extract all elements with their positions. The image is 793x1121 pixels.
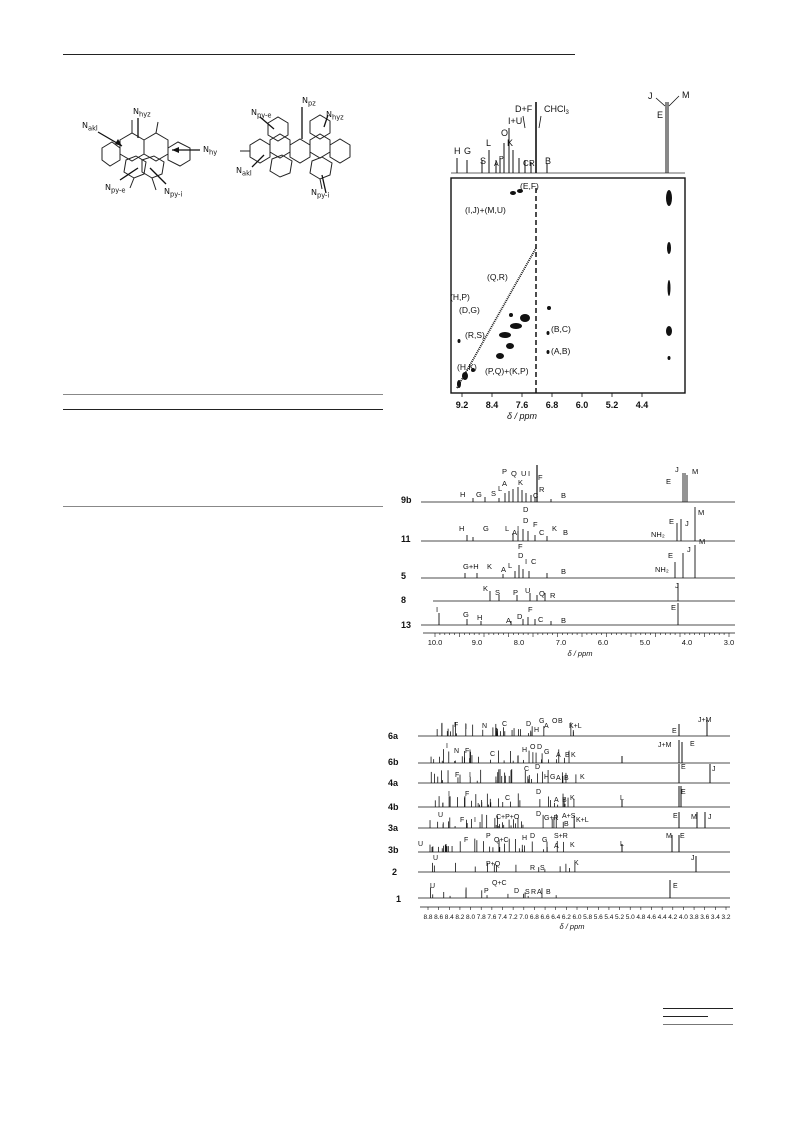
bot-3a-U: U (438, 812, 444, 819)
mid-5-GH: G+H (463, 562, 479, 571)
bot-3a-CPO: C+P+O (496, 814, 520, 821)
bot-6a-G: G (539, 718, 545, 725)
mid-5-L: L (508, 561, 513, 570)
cosy-cross-QR: (Q,R) (487, 272, 508, 282)
cosy-xtick-2: 8.4 (485, 400, 499, 410)
cosy-cross-EF: (E,F) (520, 181, 539, 191)
bot-6a-F: F (454, 722, 459, 729)
bot-xtick-label: 8.8 (423, 914, 433, 921)
bot-2-K: K (574, 860, 579, 867)
structure-right-label-1: $N_{py-e}$ (251, 108, 272, 120)
cosy-cross-AB: (A,B) (551, 346, 571, 356)
bot-xtick-label: 7.2 (508, 914, 518, 921)
mid-8-Q: Q (539, 589, 545, 598)
mid-8-J: J (675, 581, 679, 590)
mid-9b-S: S (491, 489, 497, 498)
cosy-top-label-L: L (486, 138, 492, 148)
cosy-top-label-K: K (507, 138, 514, 148)
mid-9b-F: F (538, 473, 543, 482)
bot-xtick-label: 4.4 (657, 914, 667, 921)
cosy-top-label-O: O (501, 128, 509, 138)
bottom-spectra-figure (388, 717, 735, 935)
bot-xtick-label: 5.8 (583, 914, 593, 921)
bot-xtick-label: 6.0 (572, 914, 582, 921)
mid-11-NH2: NH₂ (651, 530, 665, 539)
cosy-xtick-3: 7.6 (515, 400, 529, 410)
bot-2-S: S (540, 865, 545, 872)
bot-2-U: U (433, 855, 439, 862)
bot-2-J: J (691, 855, 695, 862)
bot-xtick-label: 3.4 (710, 914, 720, 921)
cosy-cross-DG: (D,G) (459, 305, 480, 315)
mid-11-I: I (517, 524, 520, 533)
cosy-xtick-5: 6.0 (575, 400, 589, 410)
bot-3a-B: B (564, 821, 569, 828)
bot-2-PQ: P+Q (486, 861, 501, 868)
mid-13-I: I (436, 605, 439, 614)
bot-4b-B: B (562, 797, 567, 804)
mid-5-NH2: NH₂ (655, 565, 669, 574)
mid-xtick-5: 6.0 (597, 638, 609, 647)
structure-left-label-4: $N_{py-e}$ (105, 183, 126, 195)
mid-9b-J: J (675, 465, 679, 474)
mid-5-F: F (518, 542, 523, 551)
cosy-top-label-C: C (523, 159, 529, 168)
bot-6a-N: N (482, 723, 488, 730)
bot-4a-D: D (535, 764, 541, 771)
bot-4b-K: K (570, 795, 575, 802)
bot-xtick-label: 6.4 (551, 914, 561, 921)
mid-9b-G: G (476, 490, 482, 499)
bot-xtick-label: 5.2 (615, 914, 625, 921)
mid-11-K: K (552, 524, 558, 533)
mid-5-J: J (687, 545, 691, 554)
mid-8-S: S (495, 588, 501, 597)
bot-row-6b: 6b (388, 757, 399, 767)
bot-xtick-label: 7.0 (519, 914, 529, 921)
cosy-cross-HP: (H,P) (450, 292, 470, 302)
bot-xtick-label: 4.8 (636, 914, 646, 921)
bot-6b-D: D (537, 744, 543, 751)
mid-13-B: B (561, 616, 567, 625)
bot-6a-H: H (534, 727, 540, 734)
bot-4a-H: H (544, 774, 550, 781)
mid-9b-U: U (521, 469, 527, 478)
bot-3a-AS: A+S (562, 813, 576, 820)
structure-left-label-1: $N_{akl}$ (82, 121, 98, 133)
bot-6b-N: N (454, 748, 460, 755)
bot-4a-K: K (580, 774, 585, 781)
bot-xtick-label: 5.6 (593, 914, 603, 921)
mid-9b-E: E (666, 477, 672, 486)
bot-3a-GR: G+R (544, 815, 559, 822)
mid-13-H: H (477, 613, 483, 622)
bot-3a-D: D (536, 811, 542, 818)
bot-3b-M: M (666, 833, 672, 840)
mid-xtick-2: 9.0 (471, 638, 483, 647)
bot-1-B: B (546, 889, 551, 896)
mid-13-D: D (517, 612, 523, 621)
bot-xtick-label: 4.0 (678, 914, 688, 921)
bot-4b-E: E (681, 789, 686, 796)
mid-9b-L: L (498, 484, 503, 493)
mid-xtick-1: 10.0 (427, 638, 443, 647)
structure-right-label-5: $N_{py-i}$ (311, 188, 330, 200)
bot-xlabel: δ / ppm (559, 922, 585, 931)
bot-6b-H: H (522, 747, 528, 754)
cosy-top-label-B: B (545, 156, 552, 166)
bot-3a-KL: K+L (576, 817, 589, 824)
mid-row-5: 5 (401, 571, 407, 581)
structure-left-label-2: $N_{hyz}$ (133, 107, 151, 119)
cosy-xtick-1: 9.2 (455, 400, 469, 410)
bot-6a-O: O (552, 718, 558, 725)
mid-11-L: L (505, 524, 510, 533)
middle-spectra-figure (401, 465, 740, 665)
bot-1-S: S (525, 889, 530, 896)
bot-1-A: A (537, 889, 542, 896)
bot-6a-E: E (672, 728, 677, 735)
mid-9b-Q: Q (511, 469, 517, 478)
bot-3b-K: K (570, 842, 575, 849)
mid-11-J: J (685, 519, 689, 528)
mid-row-13: 13 (401, 620, 412, 630)
mid-9b-A: A (502, 479, 508, 488)
bot-3a-J: J (708, 814, 712, 821)
mid-8-R: R (550, 591, 556, 600)
bot-row-1: 1 (396, 894, 402, 904)
bot-6b-C: C (490, 751, 496, 758)
bot-3b-QC: Q+C (494, 837, 509, 844)
mid-5-K: K (487, 562, 493, 571)
bot-6a-A: A (544, 723, 549, 730)
bot-3b-L: L (620, 841, 624, 848)
mid-9b-B: B (561, 491, 567, 500)
bot-4a-G: G (550, 774, 556, 781)
bot-xtick-label: 3.6 (700, 914, 710, 921)
bot-6b-O: O (530, 744, 536, 751)
mid-13-E: E (671, 603, 677, 612)
bot-xtick-label: 7.6 (487, 914, 497, 921)
bot-3a-I: I (474, 817, 476, 824)
cosy-top-label-G: G (464, 146, 472, 156)
bot-row-2: 2 (392, 867, 398, 877)
bot-3b-D: D (530, 833, 536, 840)
bot-4a-F: F (455, 772, 460, 779)
footer-rule-2 (663, 1016, 708, 1017)
bot-3b-A: A (554, 843, 559, 850)
mid-xtick-8: 3.0 (723, 638, 735, 647)
mid-9b-P: P (502, 467, 508, 476)
mid-13-G: G (463, 610, 469, 619)
cosy-top-label-E: E (657, 110, 664, 120)
mid-11-D: D (523, 516, 529, 525)
bot-xtick-label: 6.2 (561, 914, 571, 921)
mid-11-B: B (563, 528, 569, 537)
bot-1-R: R (531, 889, 537, 896)
bot-3b-F: F (464, 837, 469, 844)
mid-9b-C: C (533, 491, 539, 500)
header-rule-top (63, 54, 575, 55)
structure-right-label-4: $N_{akl}$ (236, 166, 252, 178)
mid-9b-K: K (518, 478, 524, 487)
mid-11-H: H (459, 524, 465, 533)
structure-right-label-2: $N_{pz}$ (302, 96, 316, 108)
bot-6b-F: F (465, 748, 470, 755)
mid-9b-I: I (528, 469, 531, 478)
bot-1-U: U (430, 883, 436, 890)
cosy-top-label-H: H (454, 146, 461, 156)
bot-row-6a: 6a (388, 731, 399, 741)
mid-xtick-3: 8.0 (513, 638, 525, 647)
cosy-xtick-4: 6.8 (545, 400, 559, 410)
mid-13-C: C (538, 615, 544, 624)
cosy-xtick-6: 5.2 (605, 400, 619, 410)
mid-9b-D: D (523, 505, 529, 514)
bot-3b-H: H (522, 835, 528, 842)
bot-6b-B: B (565, 752, 570, 759)
cosy-cross-PQ-KP: (P,Q)+(K,P) (485, 366, 529, 376)
bot-2-R: R (530, 865, 536, 872)
bot-4a-J: J (712, 766, 716, 773)
table-rule-top (63, 394, 383, 395)
mid-11-M: M (698, 508, 705, 517)
bot-xtick-label: 3.2 (721, 914, 731, 921)
cosy-cross-IJ-MU: (I,J)+(M,U) (465, 205, 506, 215)
mid-xlabel: δ / ppm (567, 649, 593, 658)
bot-xtick-label: 7.4 (497, 914, 508, 921)
bot-1-E: E (673, 883, 678, 890)
mid-5-I: I (525, 557, 528, 566)
cosy-top-label-R: R (529, 159, 535, 168)
mid-8-P: P (513, 588, 519, 597)
bot-3b-P: P (486, 833, 491, 840)
bot-row-3a: 3a (388, 823, 399, 833)
bot-xtick-label: 8.0 (466, 914, 476, 921)
cosy-top-label-M: M (682, 90, 690, 100)
cosy-top-label-IU: I+U (508, 116, 523, 126)
bot-3a-E: E (673, 813, 678, 820)
bot-3b-E: E (680, 833, 685, 840)
bot-4a-B: B (564, 775, 569, 782)
mid-row-9b: 9b (401, 495, 412, 505)
mid-5-C: C (531, 557, 537, 566)
bot-6a-B: B (558, 718, 563, 725)
cosy-top-label-P: P (499, 156, 504, 163)
bot-6a-C: C (502, 721, 508, 728)
mid-xtick-7: 4.0 (681, 638, 693, 647)
mid-row-11: 11 (401, 534, 411, 544)
table-rule-bottom (63, 506, 383, 507)
bot-xtick-label: 5.0 (625, 914, 635, 921)
bot-6b-K: K (571, 752, 576, 759)
structure-right-label-3: $N_{hyz}$ (326, 110, 344, 122)
mid-11-C: C (539, 528, 545, 537)
bot-xtick-label: 8.6 (434, 914, 444, 921)
mid-9b-H: H (460, 490, 466, 499)
structure-left-label-5: $N_{py-i}$ (164, 187, 183, 199)
cosy-top-label-J: J (648, 91, 653, 101)
bot-xtick-label: 8.4 (444, 914, 454, 921)
footer-rule-1 (663, 1008, 733, 1009)
bot-4b-A: A (554, 797, 559, 804)
mid-11-E: E (669, 517, 675, 526)
bot-xtick-label: 8.2 (455, 914, 465, 921)
cosy-top-label-A: A (494, 161, 499, 168)
mid-5-B: B (561, 567, 567, 576)
table-rule-head (63, 409, 383, 410)
bot-xtick-label: 4.6 (646, 914, 657, 921)
bot-6a-D: D (526, 721, 532, 728)
bot-xtick-label: 7.8 (476, 914, 486, 921)
cosy-xtick-7: 4.4 (635, 400, 649, 410)
mid-13-A: A (506, 616, 512, 625)
bot-6a-JM: J+M (698, 717, 712, 724)
bot-row-4a: 4a (388, 778, 399, 788)
cosy-xlabel: δ / ppm (506, 411, 538, 421)
mid-5-D: D (518, 551, 524, 560)
bot-3b-G: G (542, 837, 548, 844)
footer-rule-3 (663, 1024, 733, 1025)
bot-row-3b: 3b (388, 845, 399, 855)
bot-1-QC: Q+C (492, 880, 507, 887)
cosy-top-label-DF: D+F (515, 104, 533, 114)
bot-4a-I: I (469, 772, 471, 779)
bot-row-4b: 4b (388, 802, 399, 812)
mid-9b-R: R (539, 485, 545, 494)
bot-xtick-label: 6.8 (529, 914, 539, 921)
cosy-cross-BC: (B,C) (551, 324, 571, 334)
mid-5-A: A (501, 565, 507, 574)
bot-1-P: P (484, 888, 489, 895)
bot-6b-G: G (544, 749, 550, 756)
bot-6a-KL: K+L (569, 723, 582, 730)
bot-xtick-label: 6.6 (540, 914, 550, 921)
cosy-top-label-S: S (480, 156, 487, 166)
bot-4b-D: D (536, 789, 542, 796)
bot-3a-M: M (691, 814, 697, 821)
bot-4b-F: F (465, 791, 470, 798)
mid-8-K: K (483, 584, 489, 593)
mid-11-F: F (533, 520, 538, 529)
bot-6b-E: E (690, 741, 695, 748)
bot-3a-F: F (460, 817, 465, 824)
bot-3b-U: U (418, 841, 424, 848)
bot-4a-E: E (681, 764, 686, 771)
bot-4a-C: C (524, 766, 530, 773)
bot-xtick-label: 4.2 (668, 914, 678, 921)
bot-xtick-label: 3.8 (689, 914, 699, 921)
bot-6a-I: I (465, 724, 467, 731)
mid-xtick-6: 5.0 (639, 638, 651, 647)
structure-left-label-3: $N_{hy}$ (203, 145, 218, 157)
mid-9b-M: M (692, 467, 699, 476)
cosy-cross-RS: (R,S) (465, 330, 485, 340)
bot-4b-L: L (620, 795, 624, 802)
bot-3b-SR: S+R (554, 833, 568, 840)
bot-xtick-label: 5.4 (604, 914, 614, 921)
cosy-figure (445, 88, 745, 421)
mid-5-E: E (668, 551, 674, 560)
bot-1-D: D (514, 888, 520, 895)
mid-13-F: F (528, 605, 533, 614)
bot-4b-I: I (448, 791, 450, 798)
cosy-top-label-CHCl3: CHCl$_3$ (544, 104, 569, 116)
bot-6b-JM: J+M (658, 742, 672, 749)
bot-4a-A: A (556, 775, 561, 782)
bot-6b-I: I (446, 743, 448, 750)
mid-8-U: U (525, 586, 531, 595)
mid-11-G: G (483, 524, 489, 533)
mid-5-M: M (699, 537, 706, 546)
mid-xtick-4: 7.0 (555, 638, 567, 647)
bot-6b-A: A (556, 752, 561, 759)
bot-4b-C: C (505, 795, 511, 802)
mid-11-A: A (512, 528, 518, 537)
mid-row-8: 8 (401, 595, 407, 605)
cosy-cross-HK: (H,K) (457, 362, 477, 372)
